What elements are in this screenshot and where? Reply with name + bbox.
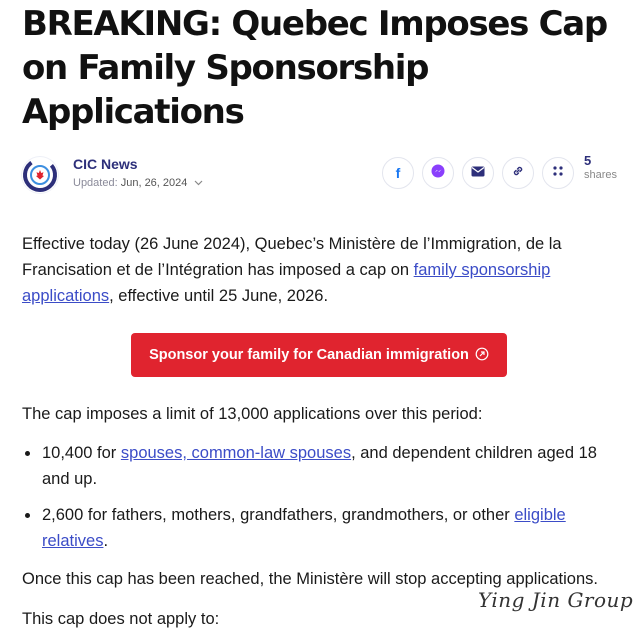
- bullet-icon: [25, 513, 30, 518]
- share-count-number: 5: [584, 153, 592, 168]
- eligible-relatives-link[interactable]: eligible relatives: [42, 506, 566, 550]
- bullet-text: 10,400 for: [42, 444, 121, 462]
- article-headline: BREAKING: Quebec Imposes Cap on Family Sponsorship Applications: [22, 4, 607, 132]
- share-count: [584, 153, 617, 181]
- email-share-button[interactable]: [462, 157, 494, 189]
- chevron-down-icon: [194, 178, 203, 189]
- facebook-icon: f: [395, 165, 401, 181]
- facebook-share-button[interactable]: [382, 157, 414, 189]
- updated-label: Updated:: [73, 177, 118, 189]
- cap-breakdown-list: [22, 440, 612, 564]
- bullet-text: 2,600 for fathers, mothers, grandfathers, grandmothers, or other: [42, 506, 515, 524]
- cap-reached-paragraph: Once this cap has been reached, the Ministère will stop accepting applications.: [22, 570, 598, 588]
- intro-paragraph: [22, 231, 612, 309]
- byline: [22, 153, 622, 193]
- updated-date: Jun, 26, 2024: [120, 177, 188, 189]
- list-item: [22, 502, 612, 554]
- share-count-label: shares: [584, 169, 618, 181]
- updated-info[interactable]: [73, 177, 203, 189]
- bullet-text-end: .: [103, 532, 109, 550]
- copy-link-button[interactable]: [502, 157, 534, 189]
- messenger-share-button[interactable]: [422, 157, 454, 189]
- cta-label: Sponsor your family for Canadian immigration: [149, 347, 469, 363]
- cap-limit-paragraph: The cap imposes a limit of 13,000 applications over this period:: [22, 405, 483, 423]
- link-icon: [511, 164, 525, 183]
- more-icon: [552, 164, 564, 182]
- list-item: [22, 440, 612, 492]
- sponsor-family-cta-button[interactable]: [131, 333, 507, 377]
- intro-text: Effective today (26 June 2024), Quebec’s Ministère de l’Immigration, de la Francisation et de l’Intégration has imposed a cap on: [22, 235, 562, 279]
- cic-news-logo-icon[interactable]: [22, 157, 58, 193]
- spouses-link[interactable]: spouses, common-law spouses: [120, 444, 352, 462]
- family-sponsorship-link[interactable]: family sponsorship applications: [22, 261, 551, 305]
- bullet-text-end: , and dependent children aged 18 and up.: [42, 444, 597, 488]
- more-share-button[interactable]: [542, 157, 574, 189]
- messenger-icon: [431, 164, 445, 183]
- author-name[interactable]: CIC News: [73, 156, 138, 172]
- bullet-icon: [25, 451, 30, 456]
- exclusions-paragraph: This cap does not apply to:: [22, 610, 220, 628]
- email-icon: [471, 164, 485, 182]
- intro-text-end: , effective until 25 June, 2026.: [109, 287, 329, 305]
- external-arrow-icon: [475, 347, 489, 364]
- watermark: Ying Jin Group: [478, 588, 634, 612]
